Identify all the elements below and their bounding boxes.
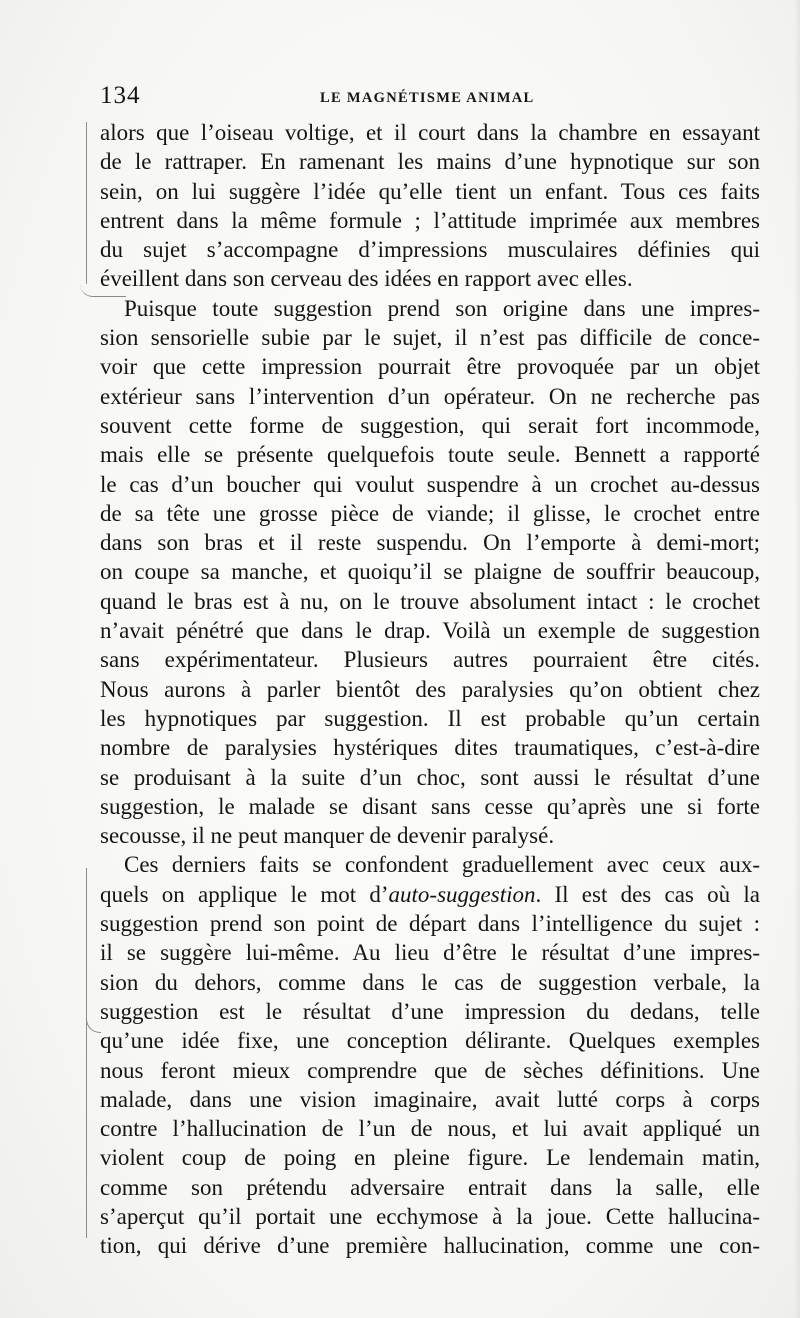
text-line — [100, 880, 760, 909]
text-line: souvent cette forme de suggestion, qui serait fort incommode, — [100, 412, 760, 438]
text-line: tion, qui dérive d’une première hallucination, comme une con- — [100, 1233, 760, 1259]
text-line: il se suggère lui-même. Au lieu d’être le résultat d’une impres- — [100, 940, 760, 966]
text-line: nombre de paralysies hystériques dites traumatiques, c’est-à-dire — [100, 735, 760, 761]
text-line: suggestion est le résultat d’une impression du dedans, telle — [100, 998, 760, 1024]
text-line: malade, dans une vision imaginaire, avait lutté corps à corps — [100, 1086, 760, 1112]
margin-pencil-hook — [86, 1010, 101, 1033]
text-line: quand le bras est à nu, on le trouve absolument intact : le crochet — [100, 588, 760, 614]
running-title: LE MAGNÉTISME ANIMAL — [320, 90, 535, 106]
margin-pencil-bracket — [86, 122, 87, 284]
text-line: le cas d’un boucher qui voulut suspendre à un crochet au-dessus — [100, 471, 760, 497]
text-line: les hypnotiques par suggestion. Il est probable qu’un certain — [100, 705, 760, 731]
page-number: 134 — [100, 82, 141, 109]
text-line: voir que cette impression pourrait être provoquée par un objet — [100, 354, 760, 380]
text-line: n’avait pénétré que dans le drap. Voilà un exemple de suggestion — [100, 618, 760, 644]
text-line: qu’une idée fixe, une conception délirante. Quelques exemples — [100, 1028, 760, 1054]
text-line: on coupe sa manche, et quoiqu’il se plaigne de souffrir beaucoup, — [100, 559, 760, 585]
text-line: Nous aurons à parler bientôt des paralysies qu’on obtient chez — [100, 676, 760, 702]
text-line: sion du dehors, comme dans le cas de suggestion verbale, la — [100, 969, 760, 995]
text-line: mais elle se présente quelquefois toute seule. Bennett a rapporté — [100, 442, 760, 468]
text-line: dans son bras et il reste suspendu. On l’emporte à demi-mort; — [100, 530, 760, 556]
text-line: suggestion, le malade se disant sans cesse qu’après une si forte — [100, 793, 760, 819]
text-line: sein, on lui suggère l’idée qu’elle tient un enfant. Tous ces faits — [100, 178, 760, 204]
text-line: extérieur sans l’intervention d’un opérateur. On ne recherche pas — [100, 383, 760, 409]
text-line: entrent dans la même formule ; l’attitude imprimée aux membres — [100, 207, 760, 233]
text-line: suggestion prend son point de départ dans l’intelligence du sujet : — [100, 911, 760, 937]
body-text — [100, 118, 760, 1261]
text-line: de sa tête une grosse pièce de viande; il glisse, le crochet entre — [100, 500, 760, 526]
italic-term: auto-suggestion — [388, 881, 536, 907]
text-line: du sujet s’accompagne d’impressions musculaires définies qui — [100, 237, 760, 263]
text-line: comme son prétendu adversaire entrait dans la salle, elle — [100, 1174, 760, 1200]
text-fragment: . Il est des cas où la — [535, 881, 760, 907]
paragraph-start-line: Ces derniers faits se confondent graduellement avec ceux aux- — [124, 852, 760, 878]
text-line: alors que l’oiseau voltige, et il court dans la chambre en essayant — [100, 120, 760, 145]
text-line: nous feront mieux comprendre que de sèches définitions. Une — [100, 1057, 760, 1083]
text-line: sion sensorielle subie par le sujet, il n’est pas difficile de conce- — [100, 325, 760, 351]
text-line: se produisant à la suite d’un choc, sont aussi le résultat d’une — [100, 764, 760, 790]
text-line: s’aperçut qu’il portait une ecchymose à la joue. Cette hallucina- — [100, 1203, 760, 1229]
page-header — [100, 82, 760, 112]
text-line: sans expérimentateur. Plusieurs autres pourraient être cités. — [100, 647, 760, 673]
text-line: contre l’hallucination de l’un de nous, et lui avait appliqué un — [100, 1116, 760, 1142]
page-edge-shadow — [794, 0, 800, 1318]
paragraph-start-line: Puisque toute suggestion prend son origine dans une impres- — [124, 295, 760, 321]
text-line: secousse, il ne peut manquer de devenir paralysé. — [100, 823, 555, 849]
text-fragment: quels on applique le mot d’ — [100, 881, 389, 907]
text-line: violent coup de poing en pleine figure. Le lendemain matin, — [100, 1145, 760, 1171]
margin-pencil-line — [86, 868, 87, 1238]
text-line: éveillent dans son cerveau des idées en rapport avec elles. — [100, 266, 633, 292]
text-line: de le rattraper. En ramenant les mains d’une hypnotique sur son — [100, 149, 760, 175]
